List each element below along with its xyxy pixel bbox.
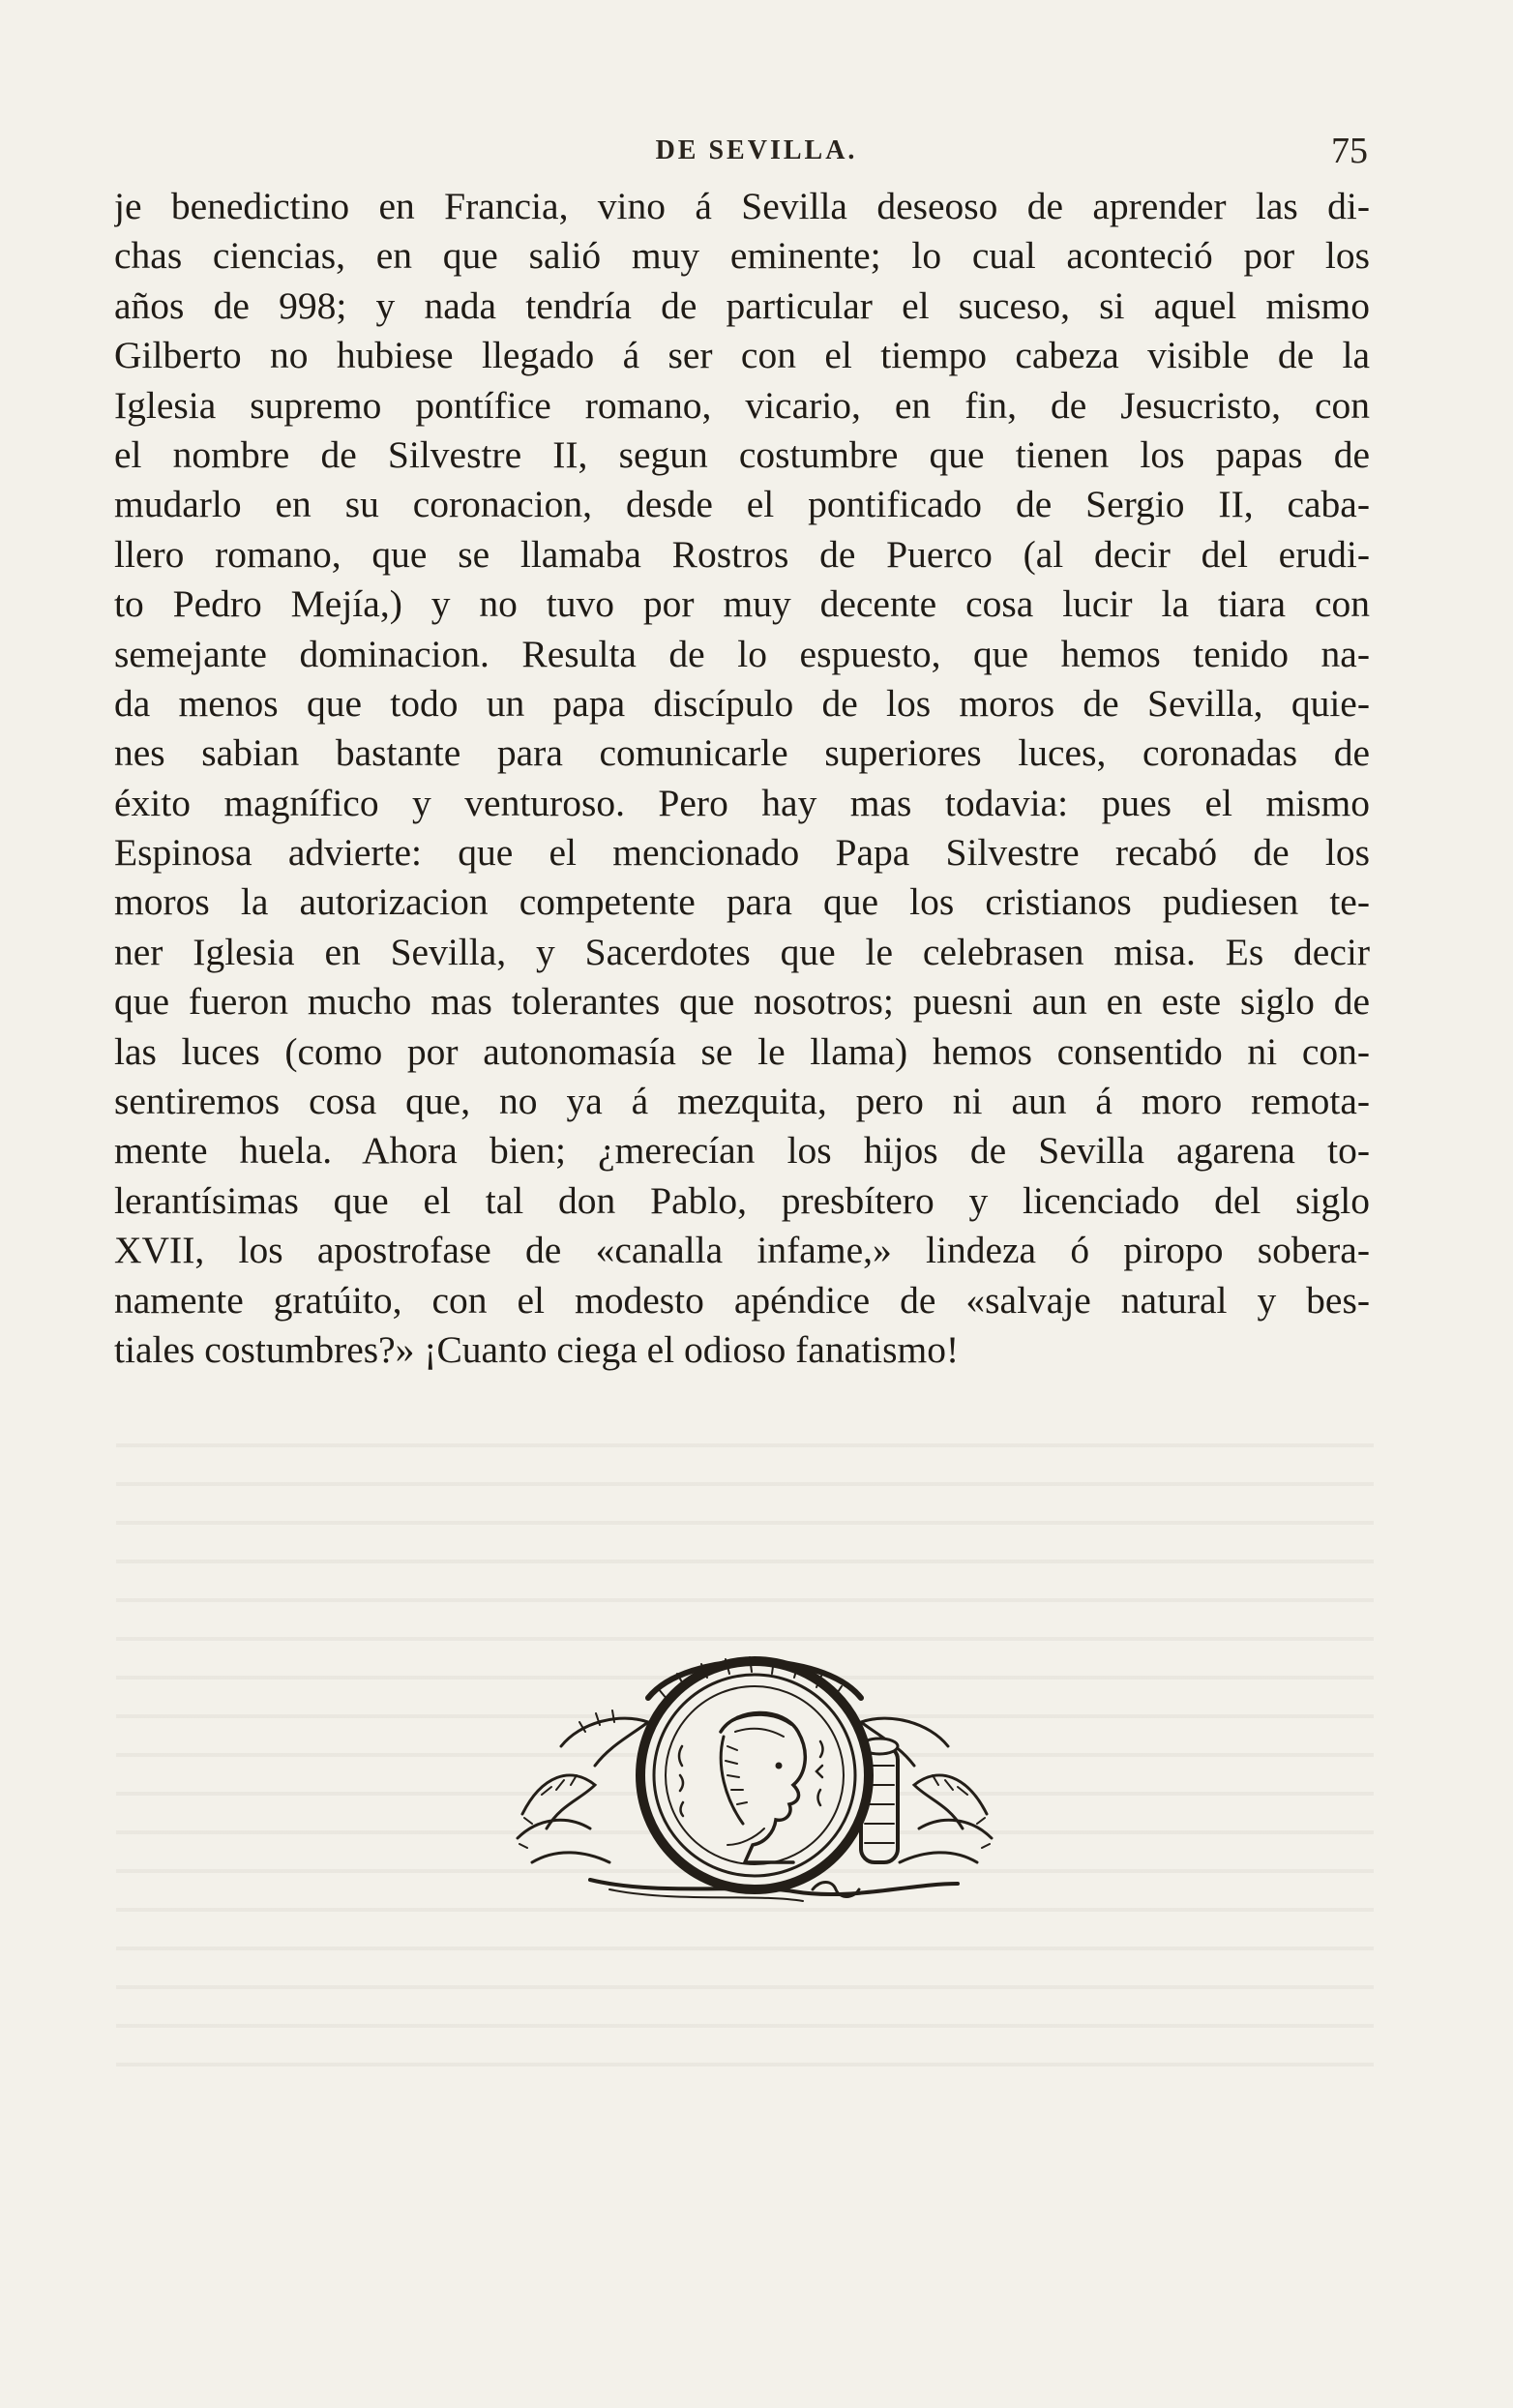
- text-line: sentiremos cosa que, no ya á mezquita, pero ni aun á moro remota-: [114, 1080, 1370, 1123]
- medallion-portrait-icon: [503, 1630, 1006, 1911]
- text-line: semejante dominacion. Resulta de lo espuesto, que hemos tenido na-: [114, 632, 1370, 675]
- page-number: 75: [1331, 131, 1368, 171]
- text-line: el nombre de Silvestre II, segun costumbre que tienen los papas de: [114, 432, 1370, 476]
- text-line: mente huela. Ahora bien; ¿merecían los hijos de Sevilla agarena to-: [114, 1129, 1370, 1173]
- text-line: éxito magnífico y venturoso. Pero hay mas todavia: pues el mismo: [114, 781, 1370, 824]
- text-line: moros la autorizacion competente para que los cristianos pudiesen te-: [114, 880, 1370, 924]
- text-line: je benedictino en Francia, vino á Sevilla deseoso de aprender las di-: [114, 185, 1370, 227]
- text-line: las luces (como por autonomasía se le llama) hemos consentido ni con-: [114, 1029, 1370, 1073]
- text-line: chas ciencias, en que salió muy eminente; lo cual aconteció por los: [114, 234, 1370, 278]
- text-line: namente gratúito, con el modesto apéndice de «salvaje natural y bes-: [114, 1278, 1370, 1322]
- text-line: mudarlo en su coronacion, desde el pontificado de Sergio II, caba-: [114, 483, 1370, 526]
- tailpiece-ornament: [503, 1630, 1006, 1911]
- text-line: Espinosa advierte: que el mencionado Papa Silvestre recabó de los: [114, 831, 1370, 875]
- text-line: llero romano, que se llamaba Rostros de Puerco (al decir del erudi-: [114, 532, 1370, 576]
- text-line: años de 998; y nada tendría de particular el suceso, si aquel mismo: [114, 283, 1370, 327]
- text-line: da menos que todo un papa discípulo de los moros de Sevilla, quie-: [114, 681, 1370, 725]
- text-line: ner Iglesia en Sevilla, y Sacerdotes que le celebrasen misa. Es decir: [114, 930, 1370, 973]
- text-line: nes sabian bastante para comunicarle superiores luces, coronadas de: [114, 731, 1370, 775]
- running-title: DE SEVILLA.: [655, 135, 858, 165]
- text-line: Gilberto no hubiese llegado á ser con el tiempo cabeza visible de la: [114, 334, 1370, 377]
- text-line: que fueron mucho mas tolerantes que nosotros; puesni aun en este siglo de: [114, 980, 1370, 1024]
- text-line-last: tiales costumbres?» ¡Cuanto ciega el odioso fanatismo!: [114, 1327, 960, 1371]
- text-line: XVII, los apostrofase de «canalla infame,» lindeza ó piropo sobera-: [114, 1229, 1370, 1272]
- text-line: Iglesia supremo pontífice romano, vicario, en fin, de Jesucristo, con: [114, 383, 1370, 427]
- text-line: to Pedro Mejía,) y no tuvo por muy decente cosa lucir la tiara con: [114, 582, 1370, 626]
- running-header: [0, 131, 1513, 174]
- body-text: [114, 182, 1370, 1375]
- text-line: lerantísimas que el tal don Pablo, presbítero y licenciado del siglo: [114, 1178, 1370, 1222]
